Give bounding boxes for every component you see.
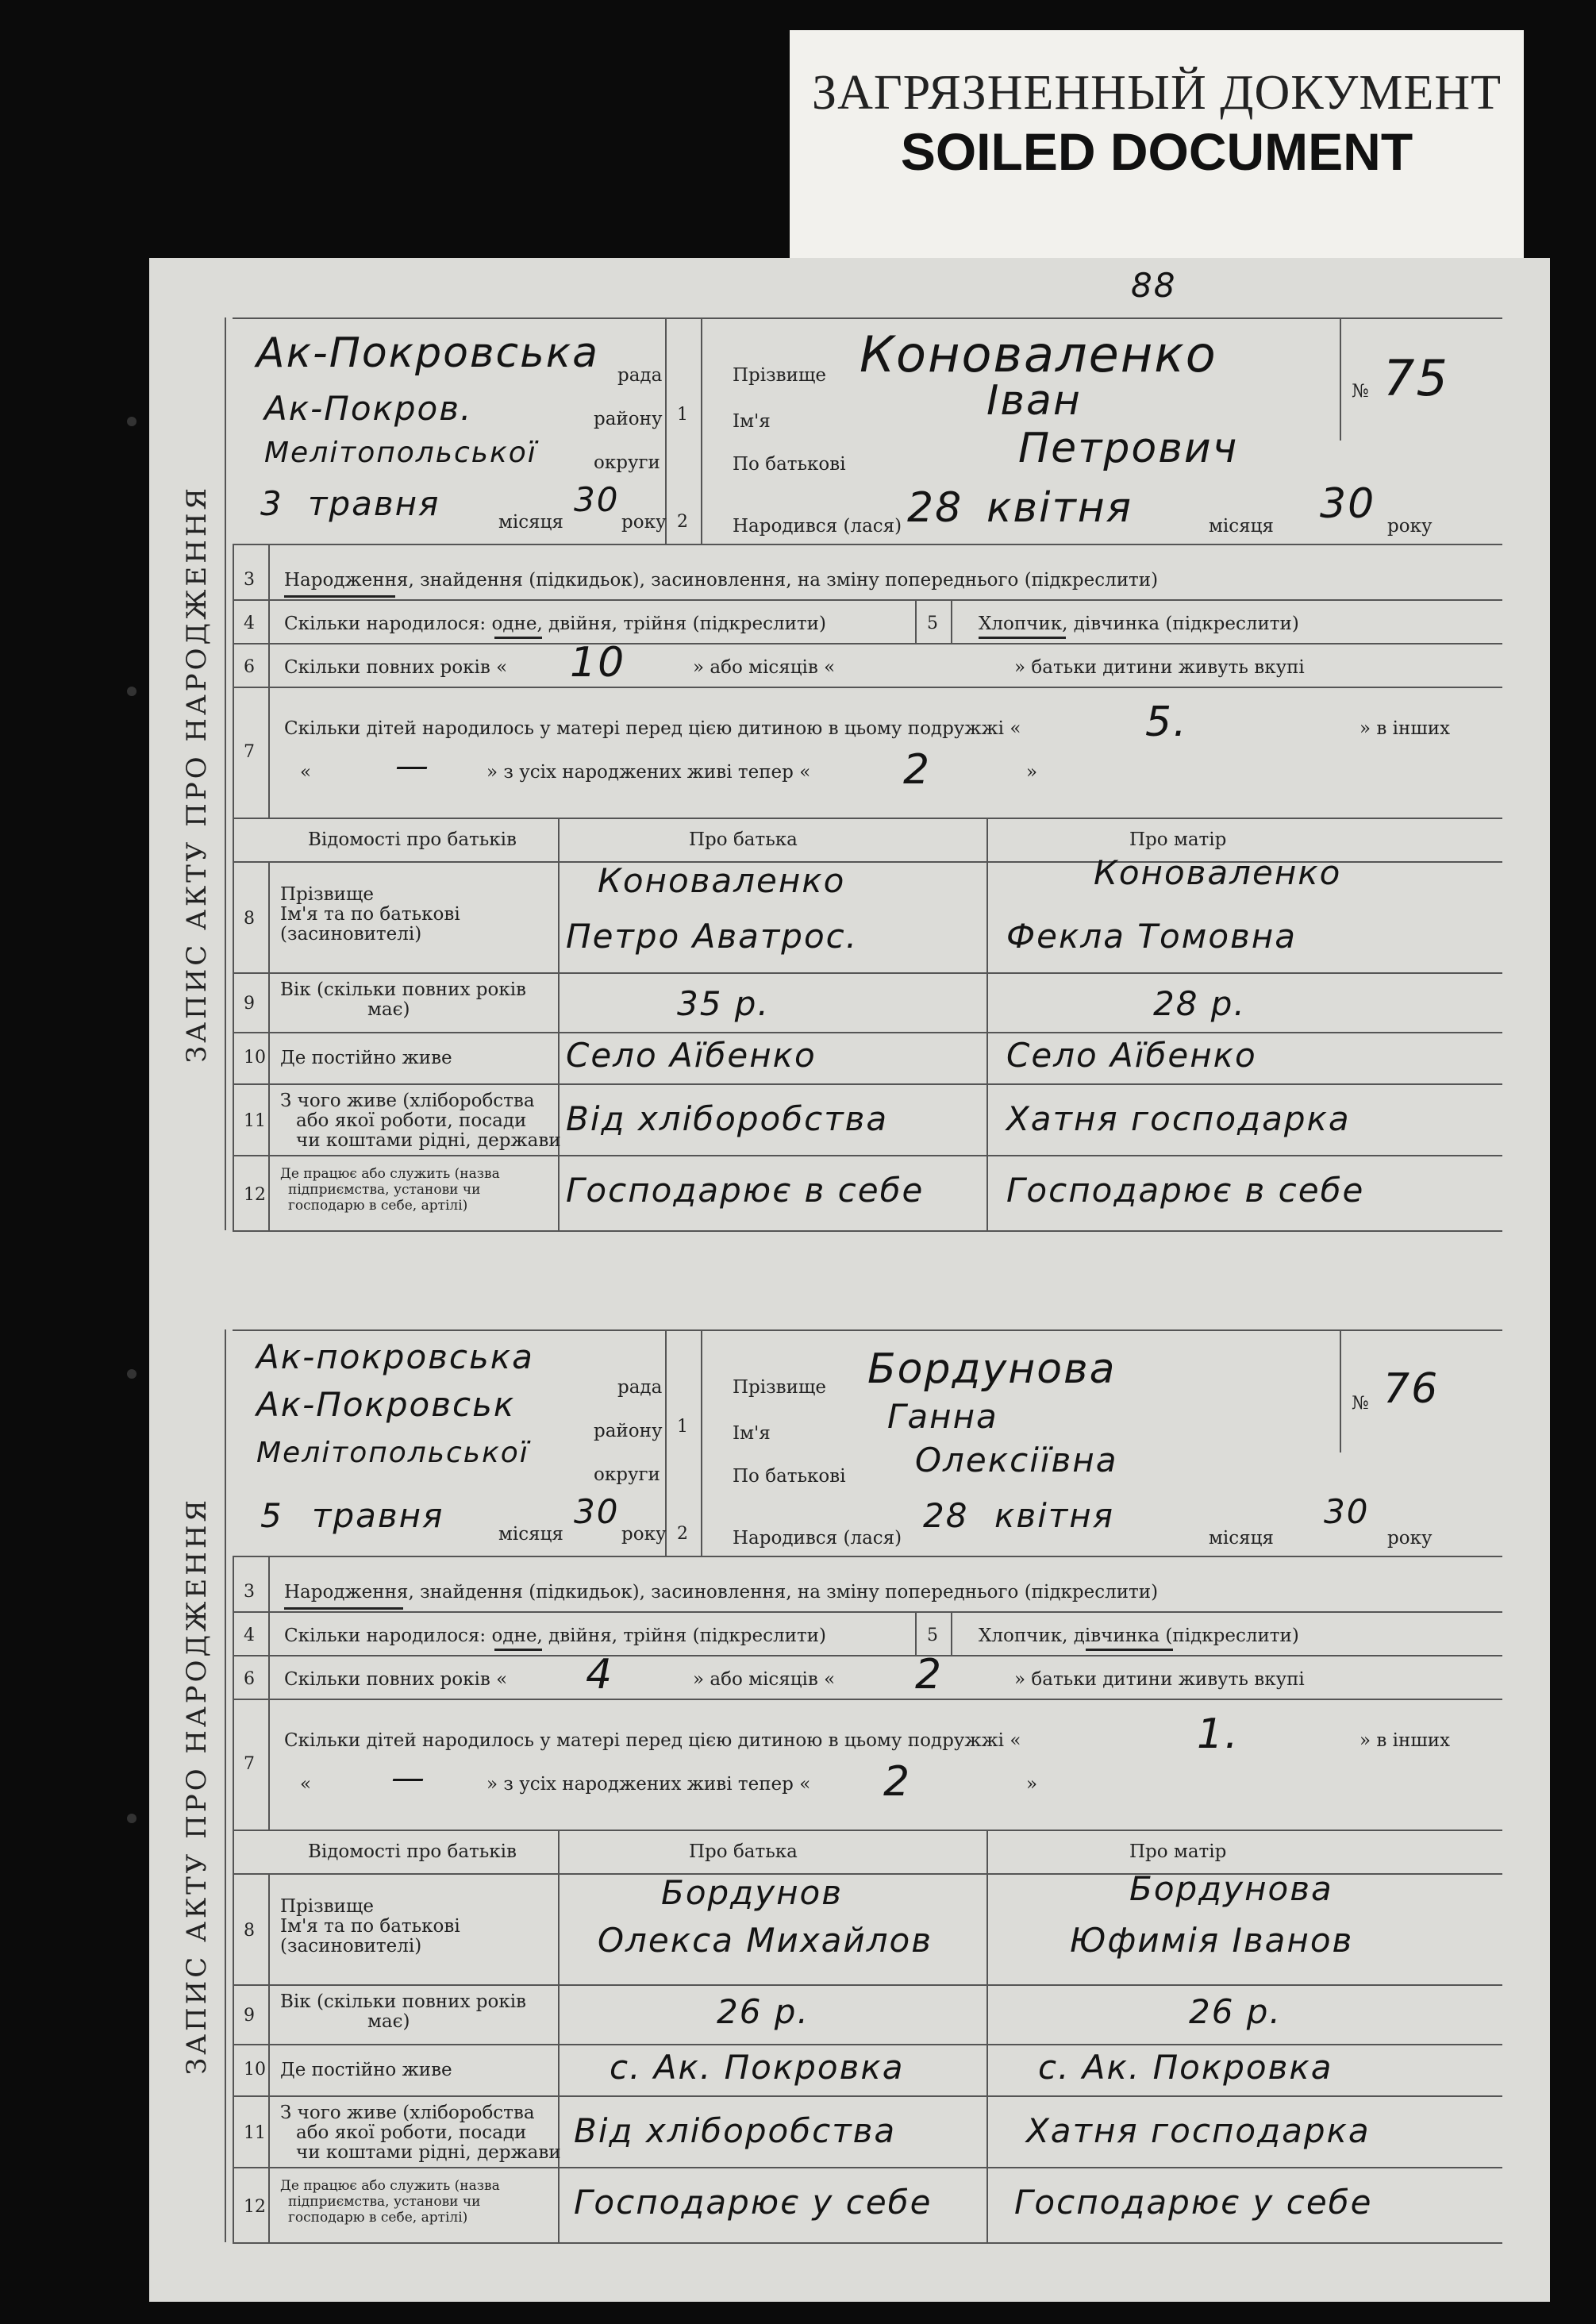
other-children: — bbox=[395, 746, 430, 785]
father-living: Від хліборобства bbox=[574, 2111, 897, 2150]
binder-hole bbox=[127, 687, 137, 696]
reg-year: 30 bbox=[574, 480, 620, 519]
reg-month: травня bbox=[308, 484, 440, 523]
prior-children: 1. bbox=[1197, 1710, 1240, 1758]
father-age: 35 р. bbox=[677, 984, 770, 1023]
birth-day: 28 bbox=[923, 1496, 969, 1535]
alive-children: 2 bbox=[903, 746, 932, 794]
years-together: 4 bbox=[586, 1651, 614, 1699]
side-title: ЗАПИС АКТУ ПРО НАРОДЖЕННЯ bbox=[169, 317, 226, 1230]
okruha-field: Мелітопольської bbox=[264, 437, 537, 469]
birth-year: 30 bbox=[1324, 1492, 1370, 1531]
record-body: рада району округи місяця року 1 2 Прізвище Ім'я По батькові Народився (лася) місяця року № Ак-покровська Ак-Покровськ Мелітопольської 5 травня 30 Бордунова Ганна Олексіївна 28 квітня 30 76 3 Народження, знайдення (підкидьок), засиновлення, на зміну попереднього (підкреслити) 4 Скільки народилося: одне, двійня, трійня (підкреслити) 5 Хлопчик, дівчинка (підкреслити) 6 Скільки повних років « » або місяців « » батьки дитини живуть вкупі 4 2 7 Скільки дітей народилось у матері перед цією дитиною в цьому подружжі « » в інших « » з усіх народжених живі тепер « » 1. — 2 Відомості про батьків Про батька Про матір 8 Прізвище Ім'я та по батькові (засиновителі) Бордунов Олекса Михайлов Бордунова Юфимія Іванов 9 Вік (скільки повних років має) 26 р. 26 р. 10 Де постійно живе с. Ак. Покровка с. Ак. Покровка 11 З чого живе (хліборобства або якої роботи, посади чи коштами рідні, держави Від хліборобства Хатня господарка 12 Де працює або служить (назва підприємства, установи чи господарю в себе, артілі) Господарює у себе Господарює у себе bbox=[233, 1329, 1502, 2242]
name-field: Іван bbox=[986, 377, 1082, 425]
father-living: Від хліборобства bbox=[566, 1099, 889, 1138]
council-field: Ак-покровська bbox=[256, 1337, 534, 1376]
district-field: Ак-Покровськ bbox=[256, 1385, 516, 1424]
side-title: ЗАПИС АКТУ ПРО НАРОДЖЕННЯ bbox=[169, 1329, 226, 2242]
binder-hole bbox=[127, 1369, 137, 1379]
father-work: Господарює у себе bbox=[574, 2183, 933, 2222]
record-number: 75 bbox=[1383, 349, 1449, 407]
mother-home: Село Аїбенко bbox=[1006, 1036, 1257, 1075]
mother-name: Юфимія Іванов bbox=[1070, 1921, 1354, 1960]
surname-field: Коноваленко bbox=[860, 325, 1217, 383]
mother-work: Господарює в себе bbox=[1006, 1171, 1365, 1210]
reg-year: 30 bbox=[574, 1492, 620, 1531]
stamp-text-ru: ЗАГРЯЗНЕННЫЙ ДОКУМЕНТ bbox=[812, 66, 1502, 120]
name-field: Ганна bbox=[887, 1397, 998, 1436]
binder-hole bbox=[127, 1814, 137, 1823]
father-work: Господарює в себе bbox=[566, 1171, 925, 1210]
years-together: 10 bbox=[570, 639, 626, 687]
prior-children: 5. bbox=[1145, 698, 1188, 746]
mother-work: Господарює у себе bbox=[1014, 2183, 1373, 2222]
reg-day: 3 bbox=[260, 484, 283, 523]
father-home: с. Ак. Покровка bbox=[610, 2048, 905, 2087]
father-age: 26 р. bbox=[717, 1992, 810, 2031]
soiled-document-stamp bbox=[790, 30, 1524, 268]
birth-year: 30 bbox=[1320, 480, 1376, 528]
father-surname: Бордунов bbox=[661, 1873, 843, 1912]
reg-month: травня bbox=[312, 1496, 444, 1535]
mother-surname: Бордунова bbox=[1129, 1869, 1333, 1908]
alive-children: 2 bbox=[883, 1758, 912, 1806]
mother-age: 26 р. bbox=[1189, 1992, 1282, 2031]
birth-month: квітня bbox=[994, 1496, 1114, 1535]
record-body: рада району округи місяця року 1 2 Прізвище Ім'я По батькові Народився (лася) місяця року № Ак-Покровська Ак-Покров. Мелітопольської 3 травня 30 Коноваленко Іван Петрович 28 квітня 30 75 3 Народження, знайдення (підкидьок), засиновлення, на зміну попереднього (підкреслити) 4 Скільки народилося: одне, двійня, трійня (підкреслити) 5 Хлопчик, дівчинка (підкреслити) 6 Скільки повних років « » або місяців « » батьки дитини живуть вкупі 10 7 Скільки дітей народилось у матері перед цією дитиною в цьому подружжі « » в інших « » з усіх народжених живі тепер « » 5. — 2 Відомості про батьків Про батька Про матір 8 Прізвище Ім'я та по батькові (засиновителі) Коноваленко Петро Аватрос. Коноваленко Фекла Томовна 9 Вік (скільки повних років має) 35 р. 28 р. 10 Де постійно живе Село Аїбенко Село Аїбенко 11 З чого живе (хліборобства або якої роботи, посади чи коштами рідні, держави Від хліборобства Хатня господарка 12 Де працює або служить (назва підприємства, установи чи господарю в себе, артілі) Господарює в себе Господарює в себе bbox=[233, 317, 1502, 1230]
stamp-text-en: SOILED DOCUMENT bbox=[900, 122, 1413, 181]
patronymic-field: Олексіївна bbox=[915, 1441, 1118, 1479]
mother-name: Фекла Томовна bbox=[1006, 917, 1297, 956]
district-field: Ак-Покров. bbox=[264, 389, 473, 428]
surname-field: Бордунова bbox=[867, 1345, 1117, 1393]
other-children: — bbox=[391, 1758, 426, 1797]
mother-living: Хатня господарка bbox=[1026, 2111, 1371, 2150]
patronymic-field: Петрович bbox=[1018, 425, 1239, 472]
mother-age: 28 р. bbox=[1153, 984, 1246, 1023]
father-home: Село Аїбенко bbox=[566, 1036, 817, 1075]
birth-month: квітня bbox=[986, 484, 1133, 532]
council-field: Ак-Покровська bbox=[256, 329, 600, 377]
father-name: Олекса Михайлов bbox=[598, 1921, 933, 1960]
binder-hole bbox=[127, 417, 137, 426]
mother-surname: Коноваленко bbox=[1094, 853, 1342, 892]
okruha-field: Мелітопольської bbox=[256, 1437, 529, 1469]
birth-day: 28 bbox=[907, 484, 963, 532]
reg-day: 5 bbox=[260, 1496, 283, 1535]
father-name: Петро Аватрос. bbox=[566, 917, 859, 956]
page-number: 88 bbox=[1131, 266, 1177, 305]
father-surname: Коноваленко bbox=[598, 861, 846, 900]
mother-home: с. Ак. Покровка bbox=[1038, 2048, 1333, 2087]
months-together: 2 bbox=[915, 1651, 944, 1699]
mother-living: Хатня господарка bbox=[1006, 1099, 1351, 1138]
record-number: 76 bbox=[1383, 1365, 1440, 1413]
